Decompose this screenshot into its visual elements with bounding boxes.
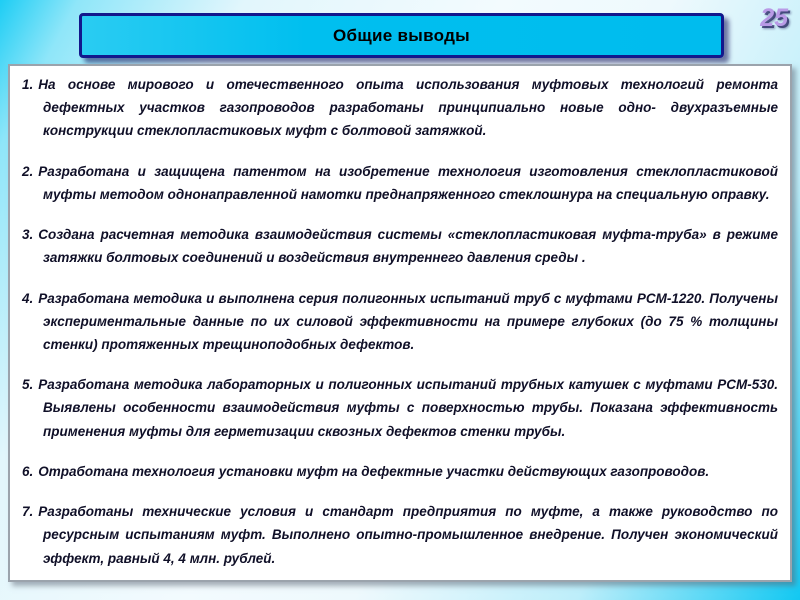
conclusion-item-1 [22, 73, 778, 143]
item-text: Разработана методика лабораторных и полигонных испытаний трубных катушек с муфтами РСМ-530. Выявлены особенности взаимодействия муфты с поверхностью трубы. Показана эффективность применения муфты для герметизации сквозных дефектов стенки трубы. [38, 377, 778, 439]
item-number: 3. [22, 227, 34, 243]
item-number: 2. [22, 163, 34, 179]
slide-title: Общие выводы [333, 25, 470, 45]
item-text: Разработаны технические условия и стандарт предприятия по муфте, а также руководство по ресурсным испытаниям муфт. Выполнено опытно-промышленное внедрение. Получен экономический эффект, равный 4, 4 млн. рублей. [38, 504, 778, 566]
conclusion-item-3 [22, 223, 778, 269]
item-number: 6. [22, 463, 34, 479]
item-number: 4. [22, 290, 34, 306]
item-text: Разработана и защищена патентом на изобретение технология изготовления стеклопластиковой муфты методом однонаправленной намотки преднапряженного стеклошнура на специальную оправку. [38, 163, 778, 202]
conclusions-panel [8, 64, 792, 582]
item-number: 5. [22, 377, 34, 393]
conclusion-item-7 [22, 500, 778, 570]
conclusion-item-2 [22, 160, 778, 206]
item-number: 1. [22, 77, 34, 92]
title-bar [79, 13, 724, 58]
item-text: На основе мирового и отечественного опыта использования муфтовых технологий ремонта дефектных участков газопроводов разработаны принципиально новые одно- двухразъемные конструкции стеклопластиковых муфт с болтовой затяжкой. [38, 77, 778, 139]
page-number: 25 [760, 4, 788, 32]
conclusion-item-6 [22, 460, 778, 483]
conclusion-item-5 [22, 373, 778, 443]
item-text: Отработана технология установки муфт на дефектные участки действующих газопроводов. [38, 463, 710, 479]
item-number: 7. [22, 504, 34, 520]
item-text: Разработана методика и выполнена серия полигонных испытаний труб с муфтами РСМ-1220. Получены экспериментальные данные по их силовой эффективности на примере глубоких (до 75 % толщины стенки) протяженных трещиноподобных дефектов. [38, 290, 778, 352]
conclusion-item-4 [22, 287, 778, 357]
item-text: Создана расчетная методика взаимодействия системы «стеклопластиковая муфта-труба» в режиме затяжки болтовых соединений и воздействия внутреннего давления среды . [38, 227, 778, 266]
